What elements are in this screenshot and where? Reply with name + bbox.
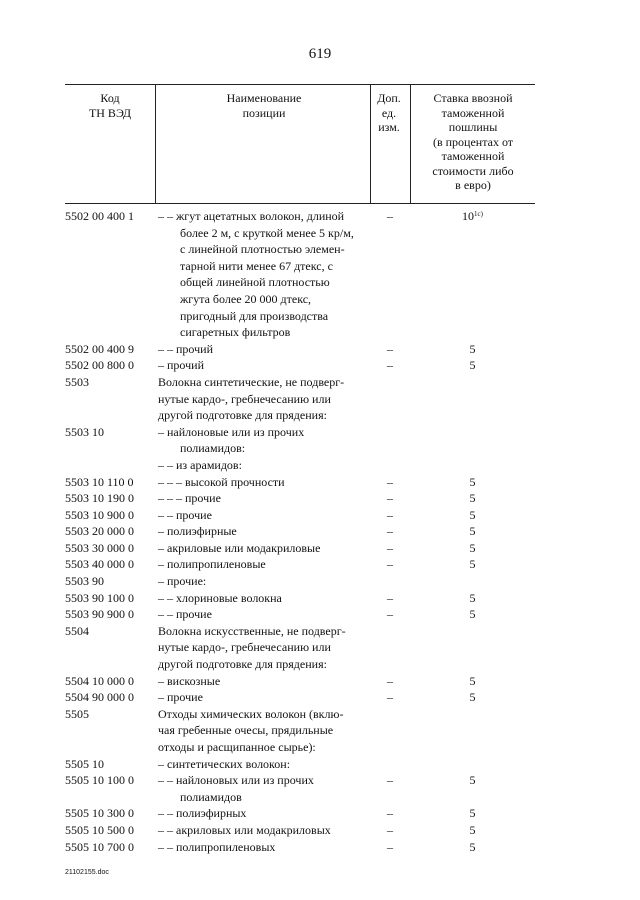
row-name-line: – – из арамидов: [158,457,242,472]
row-rate [410,540,535,557]
row-rate-value: 5 [469,524,476,539]
row-code: 5502 00 800 0 [65,358,134,373]
row-code: 5503 40 000 0 [65,557,134,572]
row-rate [410,772,535,805]
row-rate [410,523,535,540]
row-name [158,772,370,805]
table-row [65,523,535,540]
row-rate-value: 5 [469,806,476,821]
header-rate-line: в евро) [455,178,491,192]
row-unit: – [387,822,393,837]
row-rate [410,374,535,424]
row-rate-value: 5 [469,491,476,506]
row-name-line: тарной нити менее 67 дтекс, с [180,258,333,273]
table-row [65,556,535,573]
row-rate-value: 5 [469,607,476,622]
header-unit-line: Доп. [377,91,401,105]
row-unit: – [387,773,393,788]
row-rate-value: 5 [469,341,476,356]
row-name [158,556,370,573]
row-name-line: – – найлоновых или из прочих [158,773,314,788]
row-name [158,623,370,673]
row-name-line: – прочие [158,690,203,705]
row-rate-value: 5 [469,690,476,705]
row-unit: – [387,590,393,605]
row-unit: – [387,209,393,223]
row-code [65,457,158,474]
row-name-line: – вискозные [158,673,221,688]
file-name-footer: 21102155.doc [65,869,109,876]
row-unit: – [387,839,393,854]
row-code: 5505 [65,706,89,721]
row-code: 5503 90 [65,574,104,589]
row-code: 5505 10 700 0 [65,839,134,854]
table-row [65,208,535,341]
row-unit: – [387,557,393,572]
table-row [65,457,535,474]
table-row [65,673,535,690]
row-name [158,573,370,590]
row-name [158,689,370,706]
row-name-line: – прочие: [158,574,207,589]
row-rate-value: 5 [469,474,476,489]
row-name [158,590,370,607]
row-name [158,507,370,524]
row-name-line: с линейной плотностью элемен- [180,242,345,257]
row-name-line: Волокна искусственные, не подверг- [158,623,346,638]
row-code: 5504 90 000 0 [65,690,134,705]
row-name [158,673,370,690]
row-unit: – [387,806,393,821]
page-number: 619 [308,46,332,62]
tariff-table [65,84,535,855]
header-code-line: Код [100,91,120,105]
row-code: 5503 20 000 0 [65,524,134,539]
header-name [158,91,370,120]
row-unit [370,706,410,756]
row-rate [410,474,535,491]
row-rate [410,839,535,856]
row-name [158,839,370,856]
row-name-line: другой подготовке для прядения: [158,657,327,672]
row-name [158,805,370,822]
column-divider [155,85,156,203]
row-name-line: – – – прочие [158,491,221,506]
row-name-line: – – акриловых или модакриловых [158,822,331,837]
row-code: 5503 90 900 0 [65,607,134,622]
row-rate-value: 5 [469,822,476,837]
header-name-line: позиции [242,105,286,120]
row-unit: – [387,673,393,688]
row-name-line: – – прочие [158,607,212,622]
row-name-line: – полипропиленовые [158,557,266,572]
row-name-line: отходы и расщипанное сырье): [158,740,316,754]
row-name-line: – – прочий [158,341,213,356]
row-name-line: – прочий [158,358,204,373]
row-code: 5503 10 900 0 [65,507,134,522]
table-row [65,756,535,773]
row-code: 5504 [65,623,89,638]
header-name-line: Наименование [226,91,302,105]
table-row [65,540,535,557]
row-rate [410,490,535,507]
row-unit: – [387,341,393,356]
row-name-line: – – – высокой прочности [158,474,285,489]
row-rate [410,556,535,573]
row-name [158,424,370,457]
row-unit: – [387,507,393,522]
row-unit [370,457,410,474]
row-rate [410,706,535,756]
row-name [158,374,370,424]
row-code: 5503 30 000 0 [65,540,134,555]
table-row [65,374,535,424]
row-unit: – [387,358,393,373]
table-row [65,474,535,491]
row-code: 5502 00 400 9 [65,341,134,356]
row-code: 5505 10 500 0 [65,822,134,837]
row-rate-value: 5 [469,839,476,854]
table-row [65,424,535,457]
row-unit [370,573,410,590]
header-code-line: ТН ВЭД [88,105,132,120]
row-rate-value: 5 [469,507,476,522]
table-row [65,623,535,673]
header-code [65,91,155,120]
table-row [65,573,535,590]
row-rate [410,357,535,374]
table-row [65,772,535,805]
row-rate [410,208,535,341]
row-name [158,341,370,358]
row-unit [370,623,410,673]
row-name [158,208,370,341]
row-name-line: – – жгут ацетатных волокон, длиной [158,209,345,223]
row-code: 5503 10 190 0 [65,491,134,506]
row-name-line: – – хлориновые волокна [158,590,282,605]
row-code: 5502 00 400 1 [65,209,134,223]
row-name-line: – акриловые или модакриловые [158,540,321,555]
row-rate [410,756,535,773]
row-code: 5505 10 100 0 [65,773,134,788]
header-rate-line: таможенной [441,149,505,163]
row-name-line: другой подготовке для прядения: [158,408,327,423]
row-code: 5503 10 [65,424,104,439]
row-name [158,357,370,374]
table-row [65,590,535,607]
row-code: 5503 10 110 0 [65,474,134,489]
row-rate [410,341,535,358]
row-name-line: жгута более 20 000 дтекс, [180,291,312,306]
table-row [65,507,535,524]
row-name-line: пригодный для производства [180,308,329,323]
header-rate [411,91,535,193]
row-rate [410,689,535,706]
table-row [65,606,535,623]
row-unit: – [387,540,393,555]
row-name-line: – синтетических волокон: [158,756,291,771]
row-unit [370,756,410,773]
row-name-line: – найлоновые или из прочих [158,424,305,439]
table-row [65,839,535,856]
row-rate-value: 5 [469,673,476,688]
header-rate-line: стоимости либо [432,163,514,178]
header-unit-line: ед. [381,105,397,120]
table-row [65,357,535,374]
row-unit: – [387,607,393,622]
row-name-line: сигаретных фильтров [180,325,291,340]
row-unit: – [387,690,393,705]
header-rate-line: пошлины [448,120,498,134]
row-rate [410,424,535,457]
header-unit [371,91,407,135]
table-row [65,689,535,706]
row-name-line: Отходы химических волокон (вклю- [158,706,344,721]
row-name-line: нутые кардо-, гребнечесанию или [158,391,331,406]
row-name [158,523,370,540]
row-rate [410,590,535,607]
row-name-line: Волокна синтетические, не подверг- [158,374,345,389]
header-rate-line: (в процентах от [432,134,514,149]
table-row [65,341,535,358]
row-rate [410,507,535,524]
row-name-line: – – полиэфирных [158,806,247,821]
row-name [158,457,370,474]
row-rate-value: 10 [462,209,475,223]
row-name [158,490,370,507]
row-name [158,474,370,491]
row-name-line: – – прочие [158,507,212,522]
row-code: 5504 10 000 0 [65,673,134,688]
row-rate-value: 5 [469,540,476,555]
table-row [65,805,535,822]
table-body [65,208,535,855]
row-code: 5505 10 [65,756,104,771]
row-code: 5505 10 300 0 [65,806,134,821]
row-code: 5503 [65,374,89,389]
row-rate-value: 5 [469,557,476,572]
header-rate-line: Ставка ввозной [433,91,513,105]
row-name-line: чая гребенные очесы, прядильные [158,723,334,738]
table-row [65,706,535,756]
row-name-line: полиамидов [180,789,242,804]
table-row [65,490,535,507]
row-name [158,540,370,557]
row-rate [410,805,535,822]
row-unit [370,424,410,457]
row-unit: – [387,491,393,506]
row-name-line: более 2 м, с круткой менее 5 кр/м, [180,225,354,240]
table-header [65,84,535,204]
row-unit: – [387,474,393,489]
row-name-line: нутые кардо-, гребнечесанию или [158,640,331,655]
row-unit [370,374,410,424]
row-name [158,606,370,623]
row-name [158,756,370,773]
header-rate-line: таможенной [441,105,505,120]
table-row [65,822,535,839]
row-rate [410,606,535,623]
row-rate [410,822,535,839]
row-rate [410,457,535,474]
row-code: 5503 90 100 0 [65,590,134,605]
header-unit-line: изм. [378,120,400,134]
row-name [158,822,370,839]
row-rate-value: 5 [469,590,476,605]
row-name-line: – – полипропиленовых [158,839,276,854]
row-name [158,706,370,756]
row-rate [410,623,535,673]
row-rate [410,673,535,690]
row-name-line: полиамидов: [180,441,246,456]
row-rate-value: 5 [469,773,476,788]
row-name-line: общей линейной плотностью [180,275,330,290]
row-unit: – [387,524,393,539]
row-rate [410,573,535,590]
row-rate-note: 1с) [474,210,483,218]
row-name-line: – полиэфирные [158,524,237,539]
row-rate-value: 5 [469,358,476,373]
